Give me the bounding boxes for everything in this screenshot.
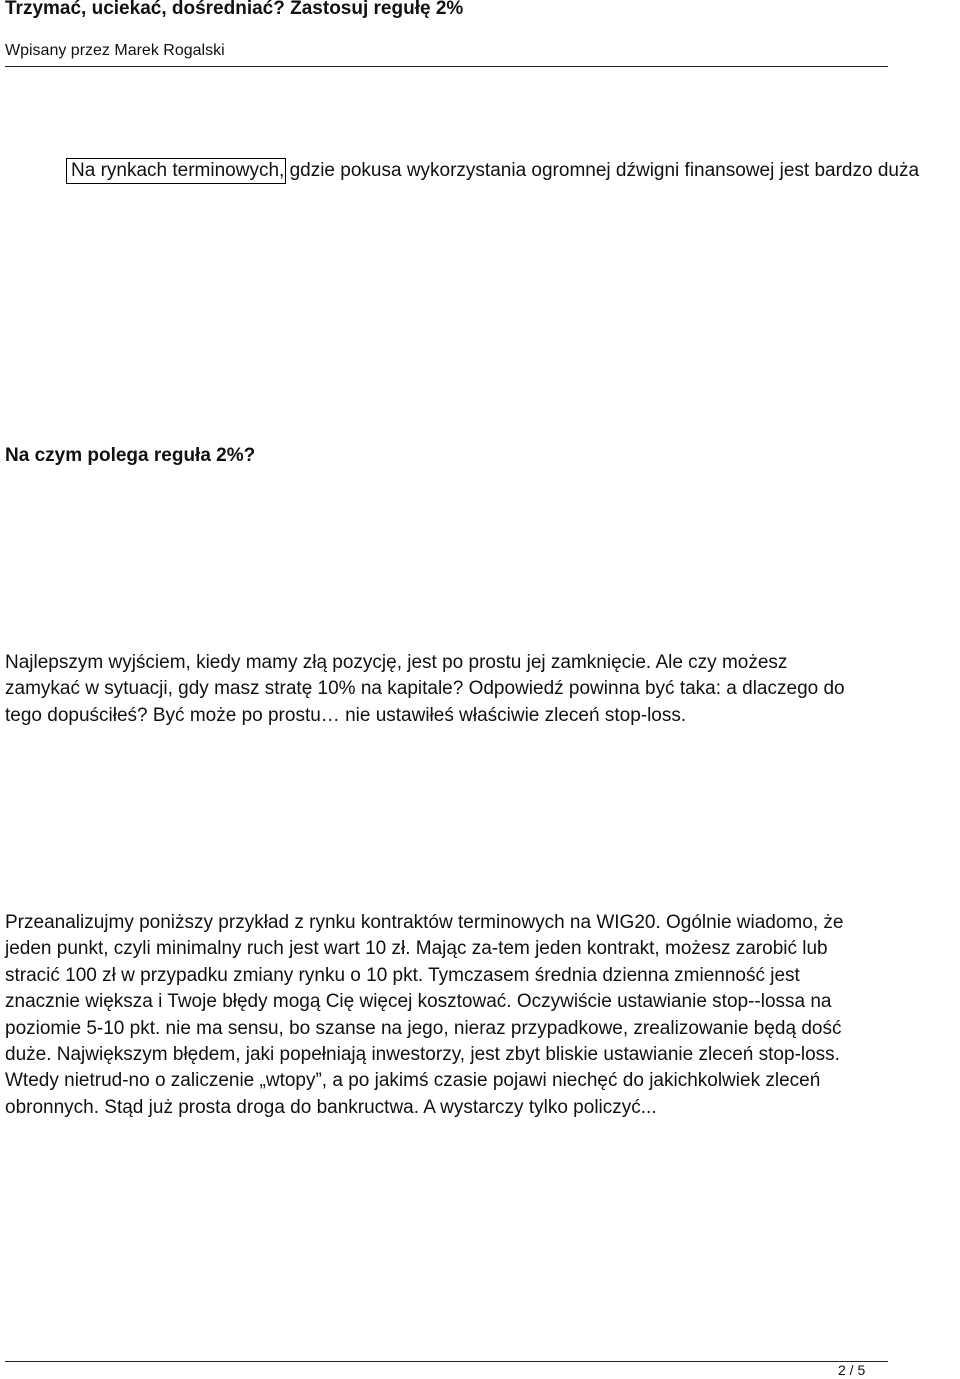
section-heading: Na czym polega reguła 2%? [5, 445, 256, 466]
paragraph: Najlepszym wyjściem, kiedy mamy złą pozycję, jest po prostu jej zamknięcie. Ale czy możesz zamykać w sytuacji, gdy masz stratę 10% na kapitale? Odpowiedź powinna być taka: a dlaczego do tego dopuściłeś? Być może po prostu… nie ustawiłeś właściwie zleceń stop-loss. [5, 652, 845, 726]
document-title: Trzymać, uciekać, dośredniać? Zastosuj regułę 2% [5, 0, 464, 19]
footer-divider [5, 1361, 888, 1362]
author-line: Wpisany przez Marek Rogalski [5, 42, 225, 59]
intro-text-block [66, 158, 960, 184]
page-number: 2 / 5 [838, 1362, 866, 1378]
paragraph: Przeanalizujmy poniższy przykład z rynku kontraktów terminowych na WIG20. Ogólnie wiadomo, że jeden punkt, czyli minimalny ruch jest wart 10 zł. Mając za-tem jeden kontrakt, możesz zarobić lub stracić 100 zł w przypadku zmiany rynku o 10 pkt. Tymczasem średnia dzienna zmienność jest znacznie większa i Twoje błędy mogą Cię więcej kosztować. Oczywiście ustawianie stop--lossa na poziomie 5-10 pkt. nie ma sensu, bo szanse na jego, nieraz przypadkowe, zrealizowanie będą dość duże. Największym błędem, jaki popełniają inwestorzy, jest zbyt bliskie ustawianie zleceń stop-loss. Wtedy nietrud-no o zaliczenie „wtopy”, a po jakimś czasie pojawi niechęć do jakichkolwiek zleceń obronnych. Stąd już prosta droga do bankructwa. A wystarczy tylko policzyć... [5, 912, 844, 1118]
intro-frame [66, 158, 286, 184]
intro-text: Na rynkach terminowych, gdzie pokusa wykorzystania ogromnej dźwigni finansowej jest bardzo duża [71, 160, 920, 181]
header-divider [5, 66, 888, 67]
